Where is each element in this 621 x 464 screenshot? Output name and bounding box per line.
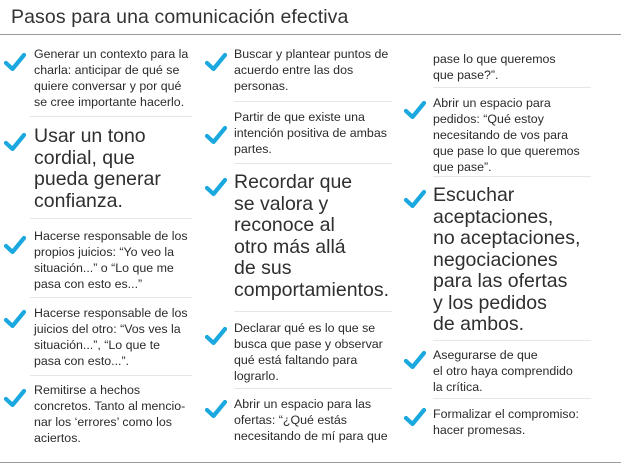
step-text: Generar un contexto para la charla: anticipar de qué se quiere conversar y por qué se cree importante hacerlo. bbox=[34, 47, 189, 109]
divider bbox=[30, 297, 192, 298]
divider bbox=[234, 311, 392, 312]
checkmark-icon bbox=[404, 407, 426, 427]
step-text: Asegurarse de que el otro haya comprendido la crítica. bbox=[433, 348, 573, 394]
step-text: Buscar y plantear puntos de acuerdo entre las dos personas. bbox=[234, 47, 389, 93]
checkmark-icon bbox=[205, 399, 227, 419]
checkmark-icon bbox=[4, 52, 26, 72]
step-text: Abrir un espacio para las ofertas: “¿Qué estás necesitando de mí para que bbox=[234, 397, 388, 443]
divider bbox=[234, 163, 392, 164]
checkmark-icon bbox=[4, 388, 26, 408]
step-text: Formalizar el compromiso: hacer promesas. bbox=[433, 407, 579, 437]
step-text: Usar un tono cordial, que pueda generar confianza. bbox=[34, 125, 161, 212]
divider bbox=[433, 398, 591, 399]
checkmark-icon bbox=[404, 189, 426, 209]
divider bbox=[234, 101, 392, 102]
step-text: Partir de que existe una intención positiva de ambas partes. bbox=[234, 110, 387, 156]
checkmark-icon bbox=[205, 125, 227, 145]
divider bbox=[433, 176, 591, 177]
title-divider bbox=[0, 34, 621, 35]
divider bbox=[30, 218, 192, 219]
step-text: Recordar que se valora y reconoce al otro más allá de sus comportamientos. bbox=[234, 171, 389, 301]
divider bbox=[30, 116, 192, 117]
checkmark-icon bbox=[404, 350, 426, 370]
step-text: Hacerse responsable de los propios juicios: “Yo veo la situación...” o “Lo que me pasa con esto es...” bbox=[34, 229, 188, 291]
checkmark-icon bbox=[4, 132, 26, 152]
page-title: Pasos para una comunicación efectiva bbox=[11, 6, 349, 28]
step-text: Escuchar aceptaciones, no aceptaciones, negociaciones para las ofertas y los pedidos de ambos. bbox=[433, 184, 581, 335]
step-text: Declarar qué es lo que se busca que pase y observar qué está faltando para lograrlo. bbox=[234, 321, 383, 383]
divider bbox=[433, 87, 591, 88]
step-text: Hacerse responsable de los juicios del otro: “Vos ves la situación...”, “Lo que te pasa con esto...”. bbox=[34, 306, 188, 368]
divider bbox=[433, 340, 591, 341]
checkmark-icon bbox=[4, 235, 26, 255]
divider bbox=[234, 388, 392, 389]
step-text: pase lo que queremos que pase?”. bbox=[433, 52, 556, 82]
checkmark-icon bbox=[205, 326, 227, 346]
checkmark-icon bbox=[404, 100, 426, 120]
checkmark-icon bbox=[4, 309, 26, 329]
checkmark-icon bbox=[205, 177, 227, 197]
bottom-rule bbox=[0, 462, 621, 463]
step-text: Abrir un espacio para pedidos: “Qué estoy necesitando de vos para que pase lo que queremos que pase”. bbox=[433, 96, 580, 174]
divider bbox=[30, 375, 192, 376]
step-text: Remitirse a hechos concretos. Tanto al mencio- nar los ‘errores’ como los aciertos. bbox=[34, 383, 186, 445]
checkmark-icon bbox=[205, 52, 227, 72]
